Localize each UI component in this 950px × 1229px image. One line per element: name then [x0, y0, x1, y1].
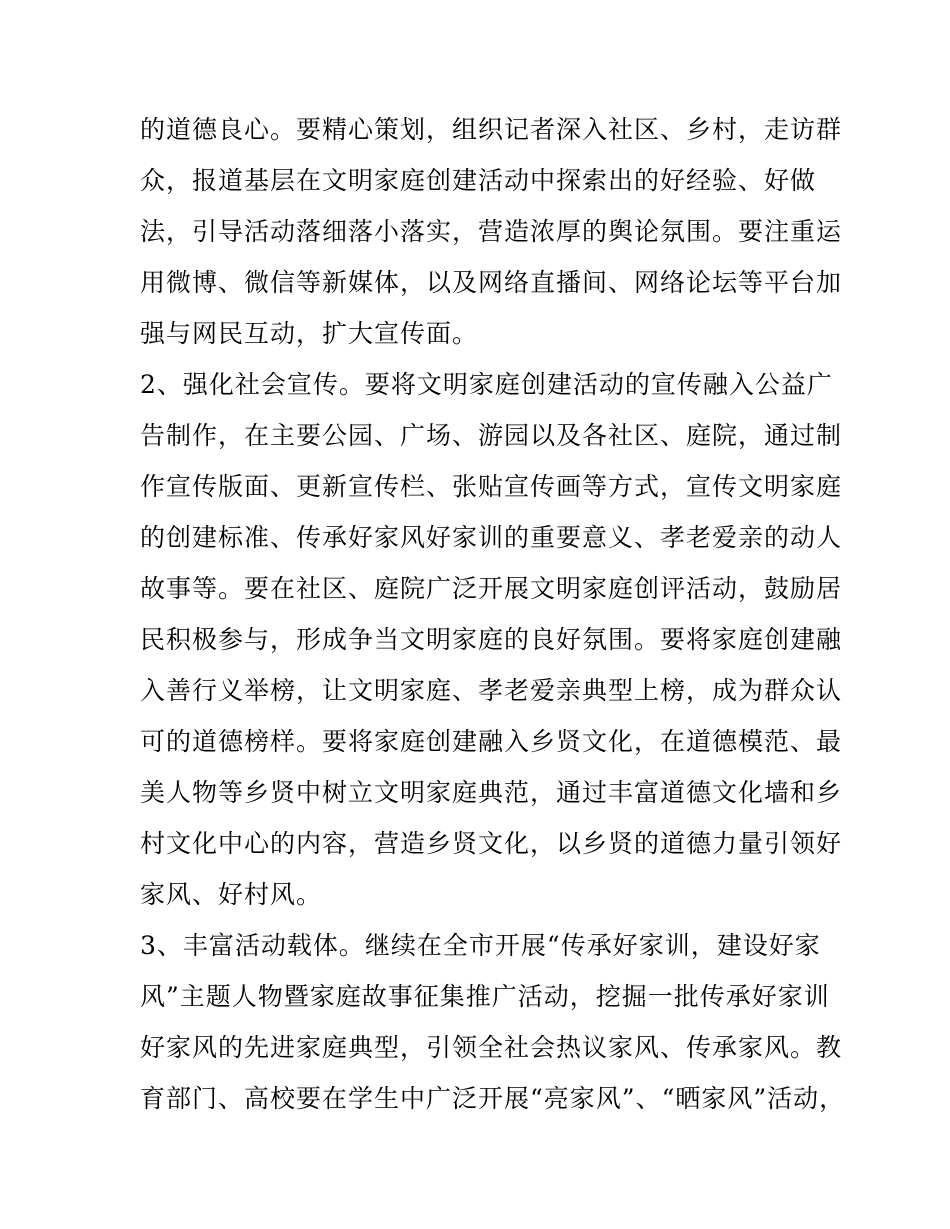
- text-line: 用微博、微信等新媒体，以及网络直播间、网络论坛等平台加: [140, 268, 843, 297]
- text-line: 告制作，在主要公园、广场、游园以及各社区、庭院，通过制: [140, 421, 843, 450]
- body-text: [140, 104, 846, 1124]
- text-line: 可的道德榜样。要将家庭创建融入乡贤文化，在道德模范、最: [140, 727, 843, 756]
- text-line: 的道德良心。要精心策划，组织记者深入社区、乡村，走访群: [140, 115, 843, 144]
- text-line: 村文化中心的内容，营造乡贤文化，以乡贤的道德力量引领好: [140, 829, 843, 858]
- text-line: 育部门、高校要在学生中广泛开展“亮家风”、“晒家风”活动，: [140, 1084, 846, 1113]
- text-line: 2、强化社会宣传。要将文明家庭创建活动的宣传融入公益广: [140, 370, 833, 399]
- text-line: 3、丰富活动载体。继续在全市开展“传承好家训，建设好家: [140, 931, 821, 960]
- text-line: 家风、好村风。: [140, 880, 323, 909]
- text-line: 风”主题人物暨家庭故事征集推广活动，挖掘一批传承好家训: [140, 982, 830, 1011]
- text-line: 强与网民互动，扩大宣传面。: [140, 319, 479, 348]
- text-line: 的创建标准、传承好家风好家训的重要意义、孝老爱亲的动人: [140, 523, 843, 552]
- text-line: 美人物等乡贤中树立文明家庭典范，通过丰富道德文化墙和乡: [140, 778, 843, 807]
- text-line: 众，报道基层在文明家庭创建活动中探索出的好经验、好做: [140, 166, 817, 195]
- text-line: 作宣传版面、更新宣传栏、张贴宣传画等方式，宣传文明家庭: [140, 472, 843, 501]
- text-line: 民积极参与，形成争当文明家庭的良好氛围。要将家庭创建融: [140, 625, 843, 654]
- text-line: 入善行义举榜，让文明家庭、孝老爱亲典型上榜，成为群众认: [140, 676, 843, 705]
- text-line: 故事等。要在社区、庭院广泛开展文明家庭创评活动，鼓励居: [140, 574, 843, 603]
- text-line: 好家风的先进家庭典型，引领全社会热议家风、传承家风。教: [140, 1033, 843, 1062]
- text-line: 法，引导活动落细落小落实，营造浓厚的舆论氛围。要注重运: [140, 217, 843, 246]
